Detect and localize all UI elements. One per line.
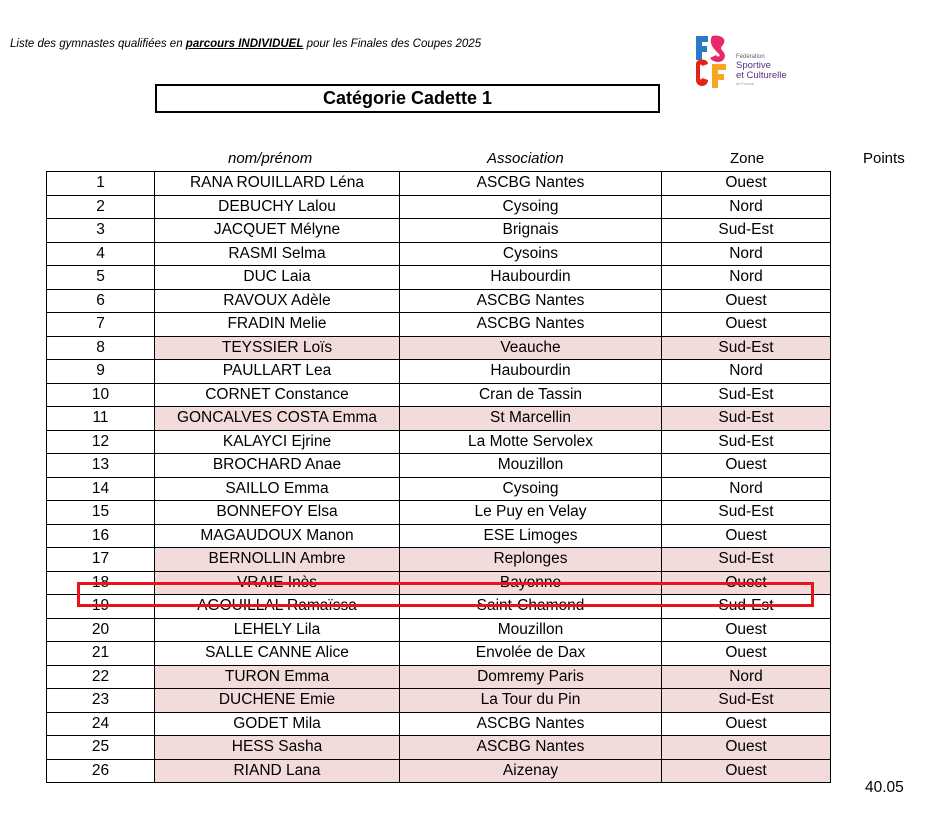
name-cell: SAILLO Emma bbox=[155, 477, 400, 501]
zone-cell: Ouest bbox=[662, 524, 831, 548]
association-cell: Saint-Chamond bbox=[400, 595, 662, 619]
zone-cell: Ouest bbox=[662, 759, 831, 783]
table-body bbox=[47, 172, 831, 783]
name-cell: VRAIE Inès bbox=[155, 571, 400, 595]
zone-cell: Sud-Est bbox=[662, 336, 831, 360]
association-cell: Mouzillon bbox=[400, 454, 662, 478]
association-cell: St Marcellin bbox=[400, 407, 662, 431]
table-row bbox=[47, 665, 831, 689]
association-cell: ASCBG Nantes bbox=[400, 313, 662, 337]
table-row bbox=[47, 313, 831, 337]
column-header-zone: Zone bbox=[730, 150, 765, 167]
table-row bbox=[47, 454, 831, 478]
association-cell: Haubourdin bbox=[400, 360, 662, 384]
zone-cell: Sud-Est bbox=[662, 219, 831, 243]
association-cell: Aizenay bbox=[400, 759, 662, 783]
zone-cell: Sud-Est bbox=[662, 548, 831, 572]
name-cell: BERNOLLIN Ambre bbox=[155, 548, 400, 572]
table-row bbox=[47, 360, 831, 384]
rank-cell: 20 bbox=[47, 618, 155, 642]
rank-cell: 14 bbox=[47, 477, 155, 501]
zone-cell: Ouest bbox=[662, 571, 831, 595]
logo-line4: de France bbox=[736, 81, 755, 86]
rank-cell: 1 bbox=[47, 172, 155, 196]
name-cell: MAGAUDOUX Manon bbox=[155, 524, 400, 548]
name-cell: DUC Laia bbox=[155, 266, 400, 290]
zone-cell: Sud-Est bbox=[662, 595, 831, 619]
rank-cell: 24 bbox=[47, 712, 155, 736]
zone-cell: Ouest bbox=[662, 172, 831, 196]
rank-cell: 4 bbox=[47, 242, 155, 266]
rank-cell: 6 bbox=[47, 289, 155, 313]
zone-cell: Nord bbox=[662, 195, 831, 219]
document-heading bbox=[10, 38, 481, 50]
selection-highlight-box bbox=[77, 582, 814, 607]
rank-cell: 11 bbox=[47, 407, 155, 431]
rank-cell: 3 bbox=[47, 219, 155, 243]
association-cell: Cysoins bbox=[400, 242, 662, 266]
rank-cell: 19 bbox=[47, 595, 155, 619]
association-cell: Cran de Tassin bbox=[400, 383, 662, 407]
column-header-association: Association bbox=[487, 150, 564, 167]
zone-cell: Ouest bbox=[662, 313, 831, 337]
association-cell: La Motte Servolex bbox=[400, 430, 662, 454]
heading-suffix: pour les Finales des Coupes 2025 bbox=[303, 38, 482, 50]
rank-cell: 23 bbox=[47, 689, 155, 713]
name-cell: JACQUET Mélyne bbox=[155, 219, 400, 243]
table-row bbox=[47, 383, 831, 407]
association-cell: Domremy Paris bbox=[400, 665, 662, 689]
table-row bbox=[47, 501, 831, 525]
zone-cell: Ouest bbox=[662, 454, 831, 478]
table-row bbox=[47, 689, 831, 713]
name-cell: PAULLART Lea bbox=[155, 360, 400, 384]
association-cell: Envolée de Dax bbox=[400, 642, 662, 666]
association-cell: Replonges bbox=[400, 548, 662, 572]
zone-cell: Ouest bbox=[662, 618, 831, 642]
rank-cell: 7 bbox=[47, 313, 155, 337]
rank-cell: 17 bbox=[47, 548, 155, 572]
logo-line2: Sportive bbox=[736, 60, 771, 71]
table-row bbox=[47, 336, 831, 360]
fscf-logo bbox=[694, 34, 804, 90]
name-cell: GONCALVES COSTA Emma bbox=[155, 407, 400, 431]
rank-cell: 2 bbox=[47, 195, 155, 219]
association-cell: ASCBG Nantes bbox=[400, 289, 662, 313]
zone-cell: Sud-Est bbox=[662, 689, 831, 713]
table-row bbox=[47, 242, 831, 266]
association-cell: ASCBG Nantes bbox=[400, 736, 662, 760]
table-row bbox=[47, 759, 831, 783]
zone-cell: Nord bbox=[662, 665, 831, 689]
name-cell: RANA ROUILLARD Léna bbox=[155, 172, 400, 196]
zone-cell: Nord bbox=[662, 477, 831, 501]
points-value: 40.05 bbox=[865, 779, 904, 796]
association-cell: ASCBG Nantes bbox=[400, 712, 662, 736]
name-cell: DEBUCHY Lalou bbox=[155, 195, 400, 219]
rank-cell: 10 bbox=[47, 383, 155, 407]
zone-cell: Sud-Est bbox=[662, 501, 831, 525]
table-row bbox=[47, 289, 831, 313]
name-cell: AGOUILLAL Ramaïssa bbox=[155, 595, 400, 619]
rank-cell: 12 bbox=[47, 430, 155, 454]
zone-cell: Nord bbox=[662, 242, 831, 266]
rank-cell: 21 bbox=[47, 642, 155, 666]
name-cell: HESS Sasha bbox=[155, 736, 400, 760]
rank-cell: 25 bbox=[47, 736, 155, 760]
column-header-name: nom/prénom bbox=[228, 150, 313, 167]
fscf-logo-icon bbox=[694, 34, 734, 88]
rank-cell: 22 bbox=[47, 665, 155, 689]
association-cell: La Tour du Pin bbox=[400, 689, 662, 713]
heading-prefix: Liste des gymnastes qualifiées en bbox=[10, 38, 186, 50]
zone-cell: Ouest bbox=[662, 736, 831, 760]
zone-cell: Ouest bbox=[662, 642, 831, 666]
name-cell: TEYSSIER Loïs bbox=[155, 336, 400, 360]
table-row bbox=[47, 430, 831, 454]
zone-cell: Sud-Est bbox=[662, 383, 831, 407]
zone-cell: Ouest bbox=[662, 289, 831, 313]
rank-cell: 5 bbox=[47, 266, 155, 290]
name-cell: DUCHENE Emie bbox=[155, 689, 400, 713]
category-title: Catégorie Cadette 1 bbox=[155, 84, 660, 113]
name-cell: SALLE CANNE Alice bbox=[155, 642, 400, 666]
heading-emphasis: parcours INDIVIDUEL bbox=[185, 38, 304, 50]
table-row bbox=[47, 548, 831, 572]
name-cell: RASMI Selma bbox=[155, 242, 400, 266]
rank-cell: 16 bbox=[47, 524, 155, 548]
table-row bbox=[47, 642, 831, 666]
rank-cell: 8 bbox=[47, 336, 155, 360]
qualified-gymnasts-table bbox=[46, 171, 831, 783]
association-cell: Cysoing bbox=[400, 477, 662, 501]
table-row bbox=[47, 477, 831, 501]
rank-cell: 9 bbox=[47, 360, 155, 384]
table-row bbox=[47, 219, 831, 243]
name-cell: BROCHARD Anae bbox=[155, 454, 400, 478]
association-cell: ESE Limoges bbox=[400, 524, 662, 548]
rank-cell: 13 bbox=[47, 454, 155, 478]
rank-cell: 15 bbox=[47, 501, 155, 525]
logo-line3: et Culturelle bbox=[736, 70, 787, 81]
table-row bbox=[47, 195, 831, 219]
association-cell: Brignais bbox=[400, 219, 662, 243]
zone-cell: Nord bbox=[662, 360, 831, 384]
table-row bbox=[47, 736, 831, 760]
name-cell: FRADIN Melie bbox=[155, 313, 400, 337]
association-cell: Le Puy en Velay bbox=[400, 501, 662, 525]
association-cell: ASCBG Nantes bbox=[400, 172, 662, 196]
rank-cell: 18 bbox=[47, 571, 155, 595]
table-row bbox=[47, 712, 831, 736]
association-cell: Bayonne bbox=[400, 571, 662, 595]
zone-cell: Sud-Est bbox=[662, 407, 831, 431]
zone-cell: Ouest bbox=[662, 712, 831, 736]
name-cell: KALAYCI Ejrine bbox=[155, 430, 400, 454]
name-cell: LEHELY Lila bbox=[155, 618, 400, 642]
table-row bbox=[47, 266, 831, 290]
table-row bbox=[47, 524, 831, 548]
table-row bbox=[47, 172, 831, 196]
name-cell: BONNEFOY Elsa bbox=[155, 501, 400, 525]
table-row bbox=[47, 618, 831, 642]
rank-cell: 26 bbox=[47, 759, 155, 783]
column-header-points: Points bbox=[863, 150, 905, 167]
logo-line1: Fédération bbox=[736, 54, 765, 60]
fscf-logo-text bbox=[736, 54, 787, 86]
association-cell: Haubourdin bbox=[400, 266, 662, 290]
name-cell: RIAND Lana bbox=[155, 759, 400, 783]
name-cell: GODET Mila bbox=[155, 712, 400, 736]
table-row bbox=[47, 407, 831, 431]
name-cell: RAVOUX Adèle bbox=[155, 289, 400, 313]
association-cell: Veauche bbox=[400, 336, 662, 360]
association-cell: Mouzillon bbox=[400, 618, 662, 642]
zone-cell: Nord bbox=[662, 266, 831, 290]
name-cell: TURON Emma bbox=[155, 665, 400, 689]
zone-cell: Sud-Est bbox=[662, 430, 831, 454]
association-cell: Cysoing bbox=[400, 195, 662, 219]
name-cell: CORNET Constance bbox=[155, 383, 400, 407]
